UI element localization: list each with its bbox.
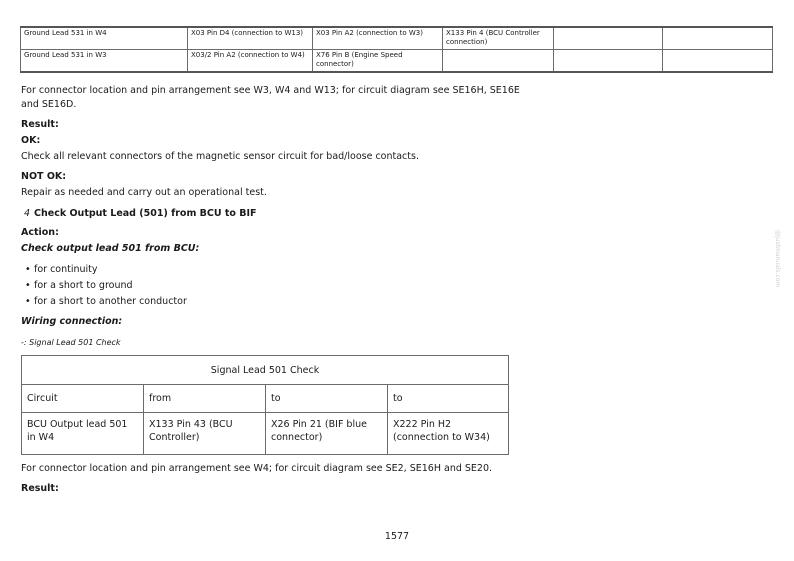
step-title: Check Output Lead (501) from BCU to BIF [34,208,257,219]
table-cell: Ground Lead 531 in W3 [21,50,188,73]
table-cell: X133 Pin 4 (BCU Controller connection) [443,27,554,50]
table-cell [554,50,663,73]
table-caption: Signal Lead 501 Check [22,356,509,385]
table-header: to [388,385,509,413]
table-header-row [22,385,509,413]
step-heading [24,207,257,221]
table-cell: X26 Pin 21 (BIF blue connector) [266,413,388,455]
list-item: • for a short to another conductor [25,296,187,307]
table-cell: BCU Output lead 501 in W4 [22,413,144,455]
table-cell [663,50,773,73]
result-heading-2: Result: [21,483,59,494]
ok-heading: OK: [21,135,41,146]
table-header: Circuit [22,385,144,413]
step-number: 4 [24,208,31,219]
circuit-reference-text: For connector location and pin arrangement see W4; for circuit diagram see SE2, SE16H and SE20. [21,463,493,474]
ok-text: Check all relevant connectors of the magnetic sensor circuit for bad/loose contacts. [21,151,419,162]
table-cell: X03 Pin D4 (connection to W13) [188,27,313,50]
not-ok-text: Repair as needed and carry out an operational test. [21,187,267,198]
table-row [22,413,509,455]
table-cell [443,50,554,73]
table-cell: X03 Pin A2 (connection to W3) [313,27,443,50]
signal-lead-table [21,355,509,455]
wiring-heading: Wiring connection: [21,316,123,327]
list-item: • for continuity [25,264,98,275]
table-cell [663,27,773,50]
table-reference: -: Signal Lead 501 Check [21,338,121,347]
table-cell [554,27,663,50]
table-header: to [266,385,388,413]
table-row [21,27,773,50]
table-cell: X133 Pin 43 (BCU Controller) [144,413,266,455]
table-cell: Ground Lead 531 in W4 [21,27,188,50]
watermark: @justmanuals.com [774,230,781,288]
table-header: from [144,385,266,413]
page-number: 1577 [384,531,410,542]
table-row [21,50,773,73]
not-ok-heading: NOT OK: [21,171,67,182]
list-item: • for a short to ground [25,280,133,291]
action-heading: Action: [21,227,59,238]
action-subheading: Check output lead 501 from BCU: [21,243,200,254]
table-cell: X222 Pin H2 (connection to W34) [388,413,509,455]
result-heading: Result: [21,119,59,130]
table-cell: X03/2 Pin A2 (connection to W4) [188,50,313,73]
table-cell: X76 Pin B (Engine Speed connector) [313,50,443,73]
ground-lead-table [20,26,773,73]
connector-reference-text: For connector location and pin arrangement see W3, W4 and W13; for circuit diagram see SE16H, SE16E and SE16D. [21,85,520,110]
